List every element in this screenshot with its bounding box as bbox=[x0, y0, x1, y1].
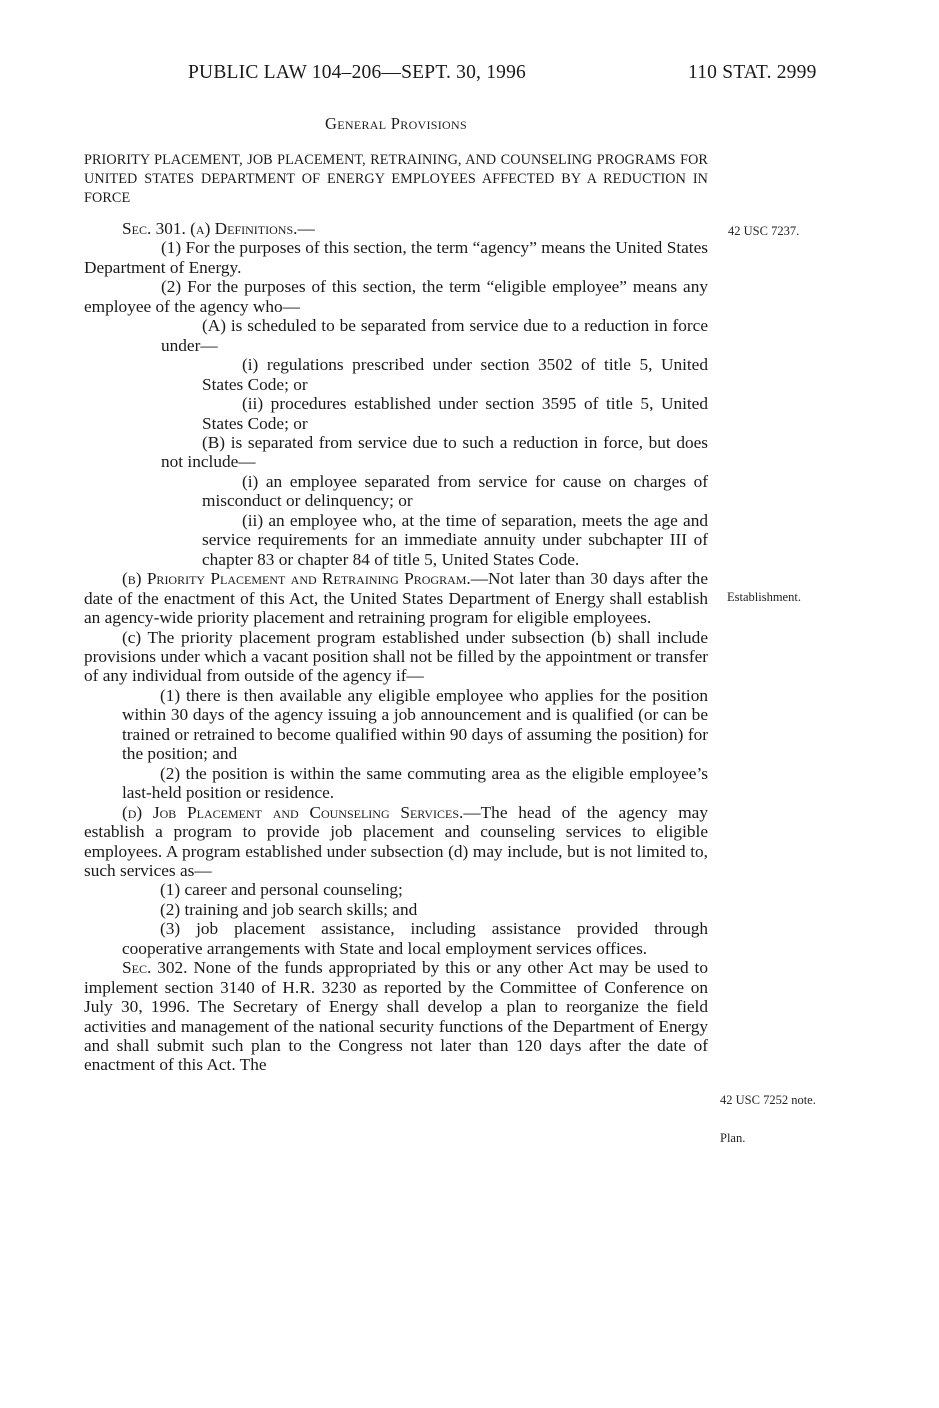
sec301-a2Ai: (i) regulations prescribed under section 3502 of title 5, United States Code; or bbox=[202, 355, 708, 394]
sec301-c: (c) The priority placement program established under subsection (b) shall include provisions under which a vacant position shall not be filled by the appointment or transfer of any individual from outside of the agency if— bbox=[84, 627, 708, 686]
section-title: General Provisions bbox=[325, 114, 467, 133]
sec301-a1: (1) For the purposes of this section, the term “agency” means the United States Department of Energy. bbox=[84, 238, 708, 277]
margin-note-usc-7252: 42 USC 7252 note. bbox=[720, 1093, 816, 1107]
sec301-a2: (2) For the purposes of this section, the term “eligible employee” means any employee of the agency who— bbox=[84, 277, 708, 316]
sec301-a2Bi: (i) an employee separated from service for cause on charges of misconduct or delinquency; or bbox=[202, 471, 708, 511]
sec301-b bbox=[84, 569, 708, 627]
sec301-b-text: —Not later than 30 days after the date of the enactment of this Act, the United States Department of Energy shall establish an agency-wide priority placement and retraining program for eligible employees. bbox=[84, 569, 708, 628]
sec301-d-heading: (d) Job Placement and Counseling Services. bbox=[122, 802, 464, 822]
sec302 bbox=[84, 958, 708, 1075]
sec301-d1: (1) career and personal counseling; bbox=[160, 880, 403, 900]
sec301-c2: (2) the position is within the same commuting area as the eligible employee’s last-held position or residence. bbox=[122, 763, 708, 803]
sec302-text: None of the funds appropriated by this or any other Act may be used to implement section 3140 of H.R. 3230 as reported by the Committee of Conference on July 30, 1996. The Secretary of Energy shall develop a plan to reorganize the field activities and management of the national security functions of the Department of Energy and shall submit such plan to the Congress not later than 120 days after the date of enactment of this Act. The bbox=[84, 958, 708, 1075]
sec301-d bbox=[84, 803, 708, 881]
margin-note-plan: Plan. bbox=[720, 1131, 746, 1145]
sec301-a2Bii: (ii) an employee who, at the time of separation, meets the age and service requirements for an immediate annuity under subchapter III of chapter 83 or chapter 84 of title 5, United States Code. bbox=[202, 510, 708, 569]
sec301-a2A: (A) is scheduled to be separated from service due to a reduction in force under— bbox=[161, 316, 708, 355]
sec301-d-text: —The head of the agency may establish a program to provide job placement and counseling services to eligible employees. A program established under subsection (d) may include, but is not limited to, such services as— bbox=[84, 802, 708, 880]
margin-note-establishment: Establishment. bbox=[727, 590, 801, 604]
sec301-c1: (1) there is then available any eligible employee who applies for the position within 30 days of the agency issuing a job announcement and is qualified (or can be trained or retrained to become qualified within 90 days of assuming the position) for the position; and bbox=[122, 685, 708, 764]
sec301-d3: (3) job placement assistance, including assistance provided through cooperative arrangements with State and local employment services offices. bbox=[122, 919, 708, 958]
sec302-label: Sec. 302. bbox=[122, 958, 188, 978]
sec301-a2B: (B) is separated from service due to such a reduction in force, but does not include— bbox=[161, 432, 708, 472]
sec301-b-heading: (b) Priority Placement and Retraining Program. bbox=[122, 569, 471, 589]
sec301-a2Aii: (ii) procedures established under section 3595 of title 5, United States Code; or bbox=[202, 394, 708, 433]
running-header-stat: 110 STAT. 2999 bbox=[688, 62, 817, 83]
margin-note-usc-7237: 42 USC 7237. bbox=[728, 224, 800, 238]
sec301-d2: (2) training and job search skills; and bbox=[160, 899, 418, 919]
section-caption: PRIORITY PLACEMENT, JOB PLACEMENT, RETRAINING, AND COUNSELING PROGRAMS FOR UNITED STATES DEPARTMENT OF ENERGY EMPLOYEES AFFECTED BY A REDUCTION IN FORCE bbox=[84, 152, 708, 206]
document-body bbox=[84, 219, 708, 1075]
sec301-a-heading: Sec. 301. (a) Definitions.— bbox=[122, 219, 315, 238]
running-header-law: PUBLIC LAW 104–206—SEPT. 30, 1996 bbox=[188, 62, 526, 83]
